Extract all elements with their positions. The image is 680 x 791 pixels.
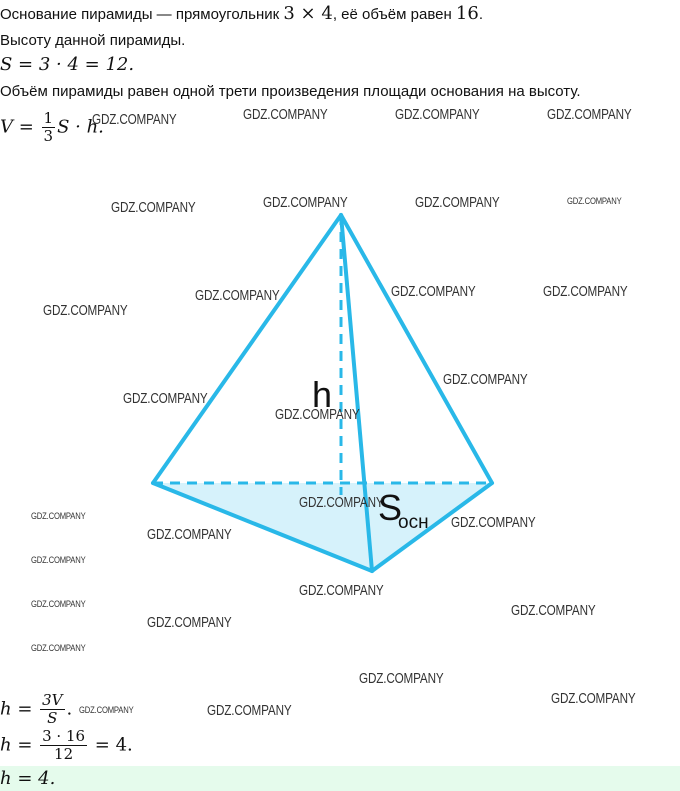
- watermark: GDZ.COMPANY: [92, 111, 177, 128]
- volume-formula-right: S · h.: [57, 116, 104, 138]
- watermark: GDZ.COMPANY: [195, 287, 280, 304]
- statement-period: .: [478, 6, 483, 23]
- height-label: h: [312, 374, 333, 415]
- task-text: Высоту данной пирамиды.: [0, 32, 186, 49]
- watermark: GDZ.COMPANY: [31, 555, 86, 565]
- fraction-denominator: S: [47, 709, 58, 727]
- statement-text: Основание пирамиды — прямоугольник: [0, 6, 284, 23]
- answer-highlight: [0, 766, 680, 791]
- answer-text: h = 4.: [0, 768, 56, 789]
- watermark: GDZ.COMPANY: [275, 406, 360, 423]
- fraction-numerator: 1: [43, 109, 54, 127]
- watermark: GDZ.COMPANY: [243, 106, 328, 123]
- watermark: GDZ.COMPANY: [543, 283, 628, 300]
- watermark: GDZ.COMPANY: [567, 196, 622, 206]
- fraction-numerator: 3 · 16: [42, 727, 86, 745]
- watermark: GDZ.COMPANY: [443, 371, 528, 388]
- statement-text-2: , её объём равен: [332, 6, 456, 23]
- watermark: GDZ.COMPANY: [511, 602, 596, 619]
- watermark: GDZ.COMPANY: [451, 514, 536, 531]
- statement-volume: 16: [455, 3, 479, 24]
- watermark: GDZ.COMPANY: [123, 390, 208, 407]
- watermark: GDZ.COMPANY: [147, 526, 232, 543]
- problem-statement: [0, 3, 483, 24]
- height-formula-left: h =: [0, 698, 39, 720]
- fraction-calc: [40, 728, 87, 763]
- watermark: GDZ.COMPANY: [111, 199, 196, 216]
- watermark: GDZ.COMPANY: [79, 705, 134, 715]
- volume-formula: [0, 110, 104, 145]
- lateral-edge-right: [341, 215, 492, 483]
- fraction-3v-over-s: [40, 692, 64, 727]
- height-calc-left: h =: [0, 734, 39, 756]
- area-formula: S = 3 · 4 = 12.: [0, 54, 135, 75]
- lateral-edge-left: [153, 215, 341, 483]
- watermark: GDZ.COMPANY: [31, 643, 86, 653]
- watermark: GDZ.COMPANY: [299, 582, 384, 599]
- watermark: GDZ.COMPANY: [395, 106, 480, 123]
- base-area-label: S: [378, 487, 403, 528]
- height-formula: [0, 692, 72, 727]
- watermark: GDZ.COMPANY: [263, 194, 348, 211]
- height-formula-right: .: [66, 698, 73, 720]
- watermark: GDZ.COMPANY: [547, 106, 632, 123]
- watermark: GDZ.COMPANY: [391, 283, 476, 300]
- base-area-subscript: осн: [398, 512, 429, 533]
- watermark: GDZ.COMPANY: [31, 511, 86, 521]
- watermark: GDZ.COMPANY: [551, 690, 636, 707]
- explanation-text: Объём пирамиды равен одной трети произведения площади основания на высоту.: [0, 83, 581, 100]
- watermark: GDZ.COMPANY: [207, 702, 292, 719]
- watermark: GDZ.COMPANY: [359, 670, 444, 687]
- height-calc-right: = 4.: [89, 734, 133, 756]
- fraction-denominator: 3: [43, 127, 54, 145]
- fraction-numerator: 3V: [42, 691, 63, 709]
- fraction-one-third: [42, 110, 56, 145]
- height-calculation: [0, 728, 133, 763]
- fraction-denominator: 12: [54, 745, 74, 763]
- volume-formula-left: V =: [0, 116, 40, 138]
- watermark: GDZ.COMPANY: [147, 614, 232, 631]
- pyramid-diagram: [0, 190, 680, 590]
- watermark: GDZ.COMPANY: [299, 494, 384, 511]
- watermark: GDZ.COMPANY: [43, 302, 128, 319]
- watermark: GDZ.COMPANY: [415, 194, 500, 211]
- watermark: GDZ.COMPANY: [31, 599, 86, 609]
- statement-dimensions: 3 × 4: [283, 3, 333, 24]
